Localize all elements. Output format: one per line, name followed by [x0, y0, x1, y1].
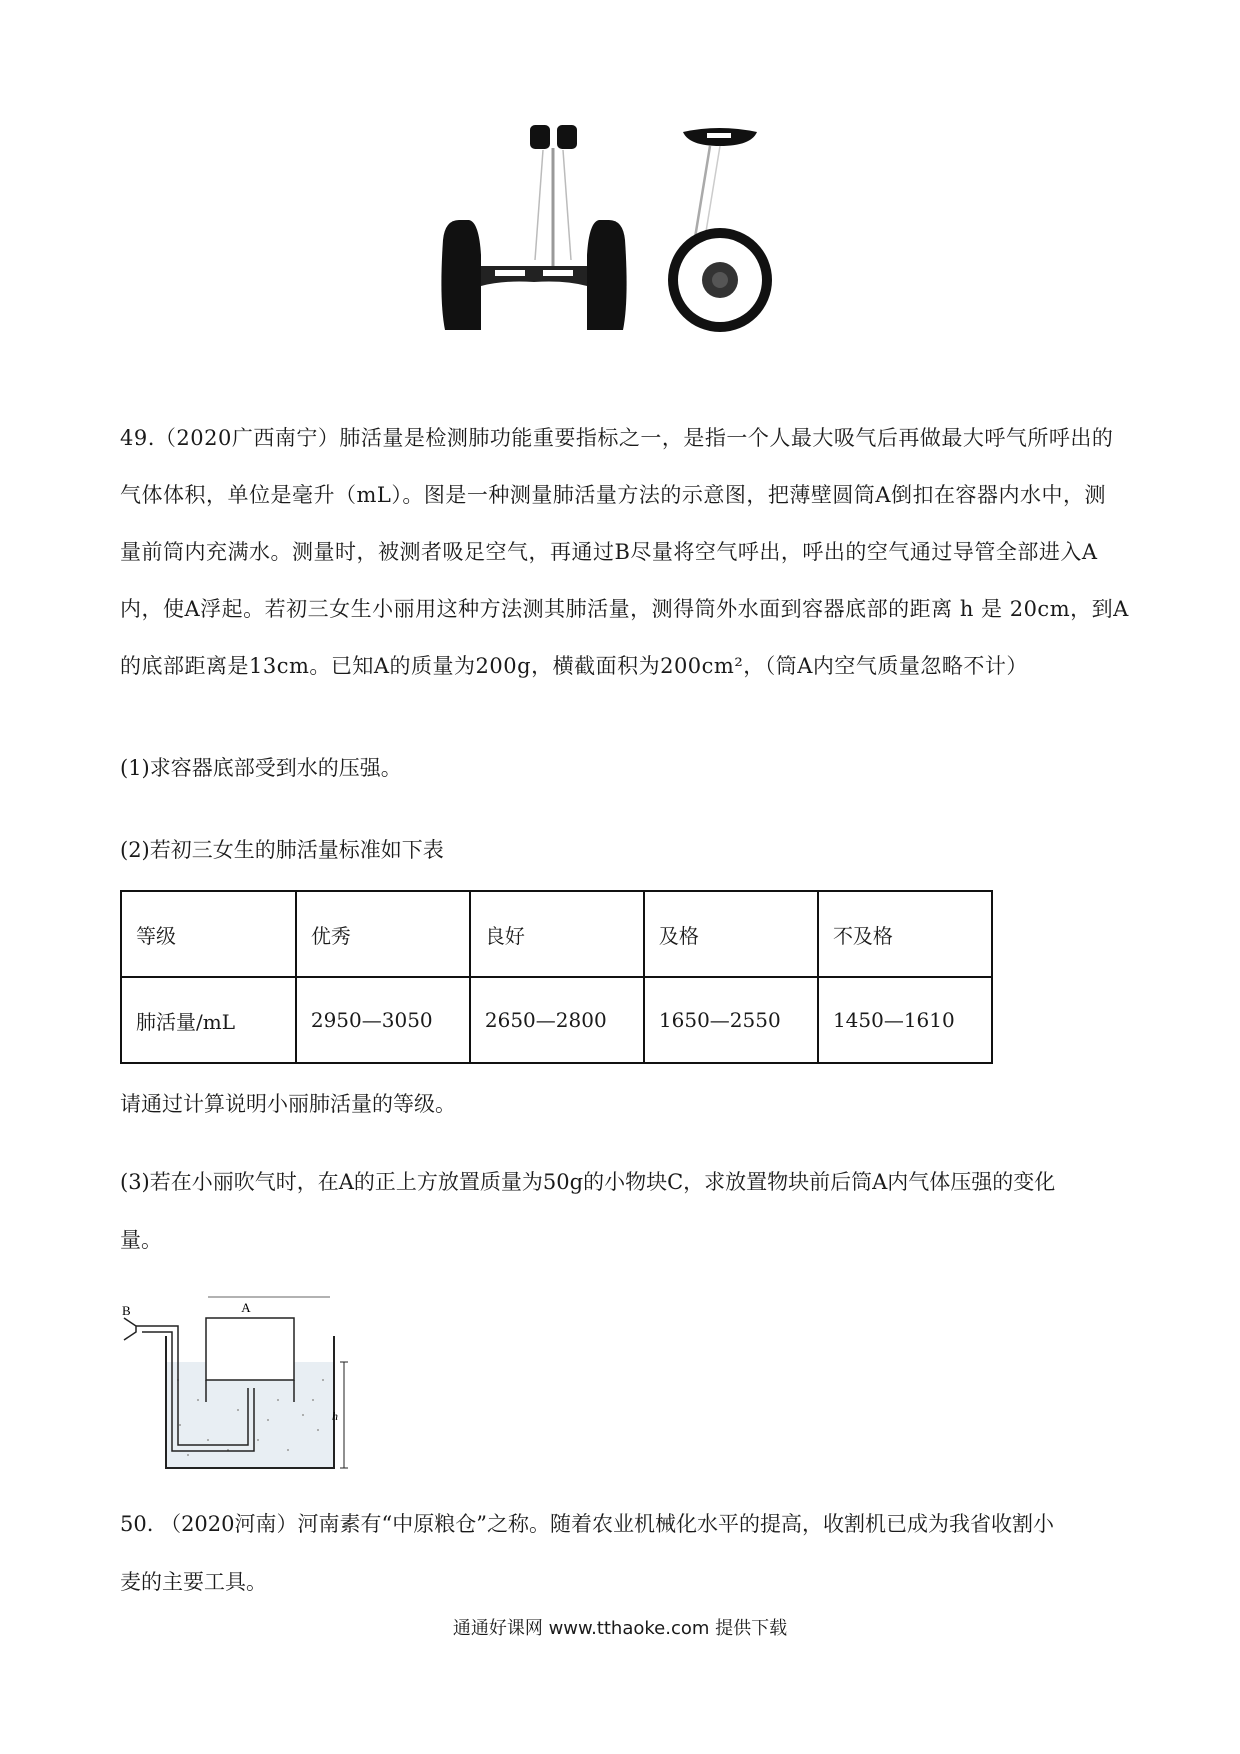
table-row	[121, 977, 992, 1063]
question-49-paragraph	[120, 410, 1130, 695]
table-cell: 不及格	[818, 891, 992, 977]
table-cell: 等级	[121, 891, 296, 977]
question-50-line-2: 麦的主要工具。	[120, 1570, 267, 1594]
table-row	[121, 891, 992, 977]
sub-question-3-cont: 量。	[120, 1228, 162, 1252]
sub-question-1: (1)求容器底部受到水的压强。	[120, 756, 402, 780]
table-follow-up-text: 请通过计算说明小丽肺活量的等级。	[120, 1092, 456, 1116]
table-cell: 肺活量/mL	[121, 977, 296, 1063]
table-cell: 1450—1610	[818, 977, 992, 1063]
sub-question-2: (2)若初三女生的肺活量标准如下表	[120, 838, 444, 862]
table-cell: 2950—3050	[296, 977, 470, 1063]
label-a: A	[241, 1300, 251, 1315]
page-footer: 通通好课网 www.tthaoke.com 提供下载	[452, 1618, 788, 1639]
apparatus-diagram	[118, 1290, 358, 1475]
question-49-line: 的底部距离是13cm。已知A的质量为200g，横截面积为200cm²，（筒A内空气质量忽略不计）	[120, 654, 1028, 678]
vital-capacity-table	[120, 890, 993, 1064]
table-cell: 1650—2550	[644, 977, 818, 1063]
sub-question-3: (3)若在小丽吹气时，在A的正上方放置质量为50g的小物块C，求放置物块前后筒A内气体压强的变化	[120, 1170, 1056, 1194]
table-cell: 及格	[644, 891, 818, 977]
question-49-line: 气体体积，单位是毫升（mL）。图是一种测量肺活量方法的示意图，把薄壁圆筒A倒扣在容器内水中，测	[120, 483, 1107, 507]
question-49-line: 49.（2020广西南宁）肺活量是检测肺功能重要指标之一，是指一个人最大吸气后再做最大呼气所呼出的	[120, 426, 1114, 450]
question-49-line: 内，使A浮起。若初三女生小丽用这种方法测其肺活量，测得筒外水面到容器底部的距离 h 是 20cm，到A	[120, 597, 1129, 621]
label-b: B	[122, 1303, 131, 1318]
table-cell: 良好	[470, 891, 644, 977]
question-50-line-1: 50. （2020河南）河南素有“中原粮仓”之称。随着农业机械化水平的提高，收割机已成为我省收割小	[120, 1512, 1054, 1536]
scooter-side-view	[668, 128, 772, 332]
label-h: h	[332, 1409, 338, 1423]
balance-scooter-figure	[435, 120, 825, 345]
question-49-line: 量前筒内充满水。测量时，被测者吸足空气，再通过B尽量将空气呼出，呼出的空气通过导管全部进入A	[120, 540, 1098, 564]
table-cell: 2650—2800	[470, 977, 644, 1063]
table-cell: 优秀	[296, 891, 470, 977]
scooter-front-view	[441, 125, 626, 330]
